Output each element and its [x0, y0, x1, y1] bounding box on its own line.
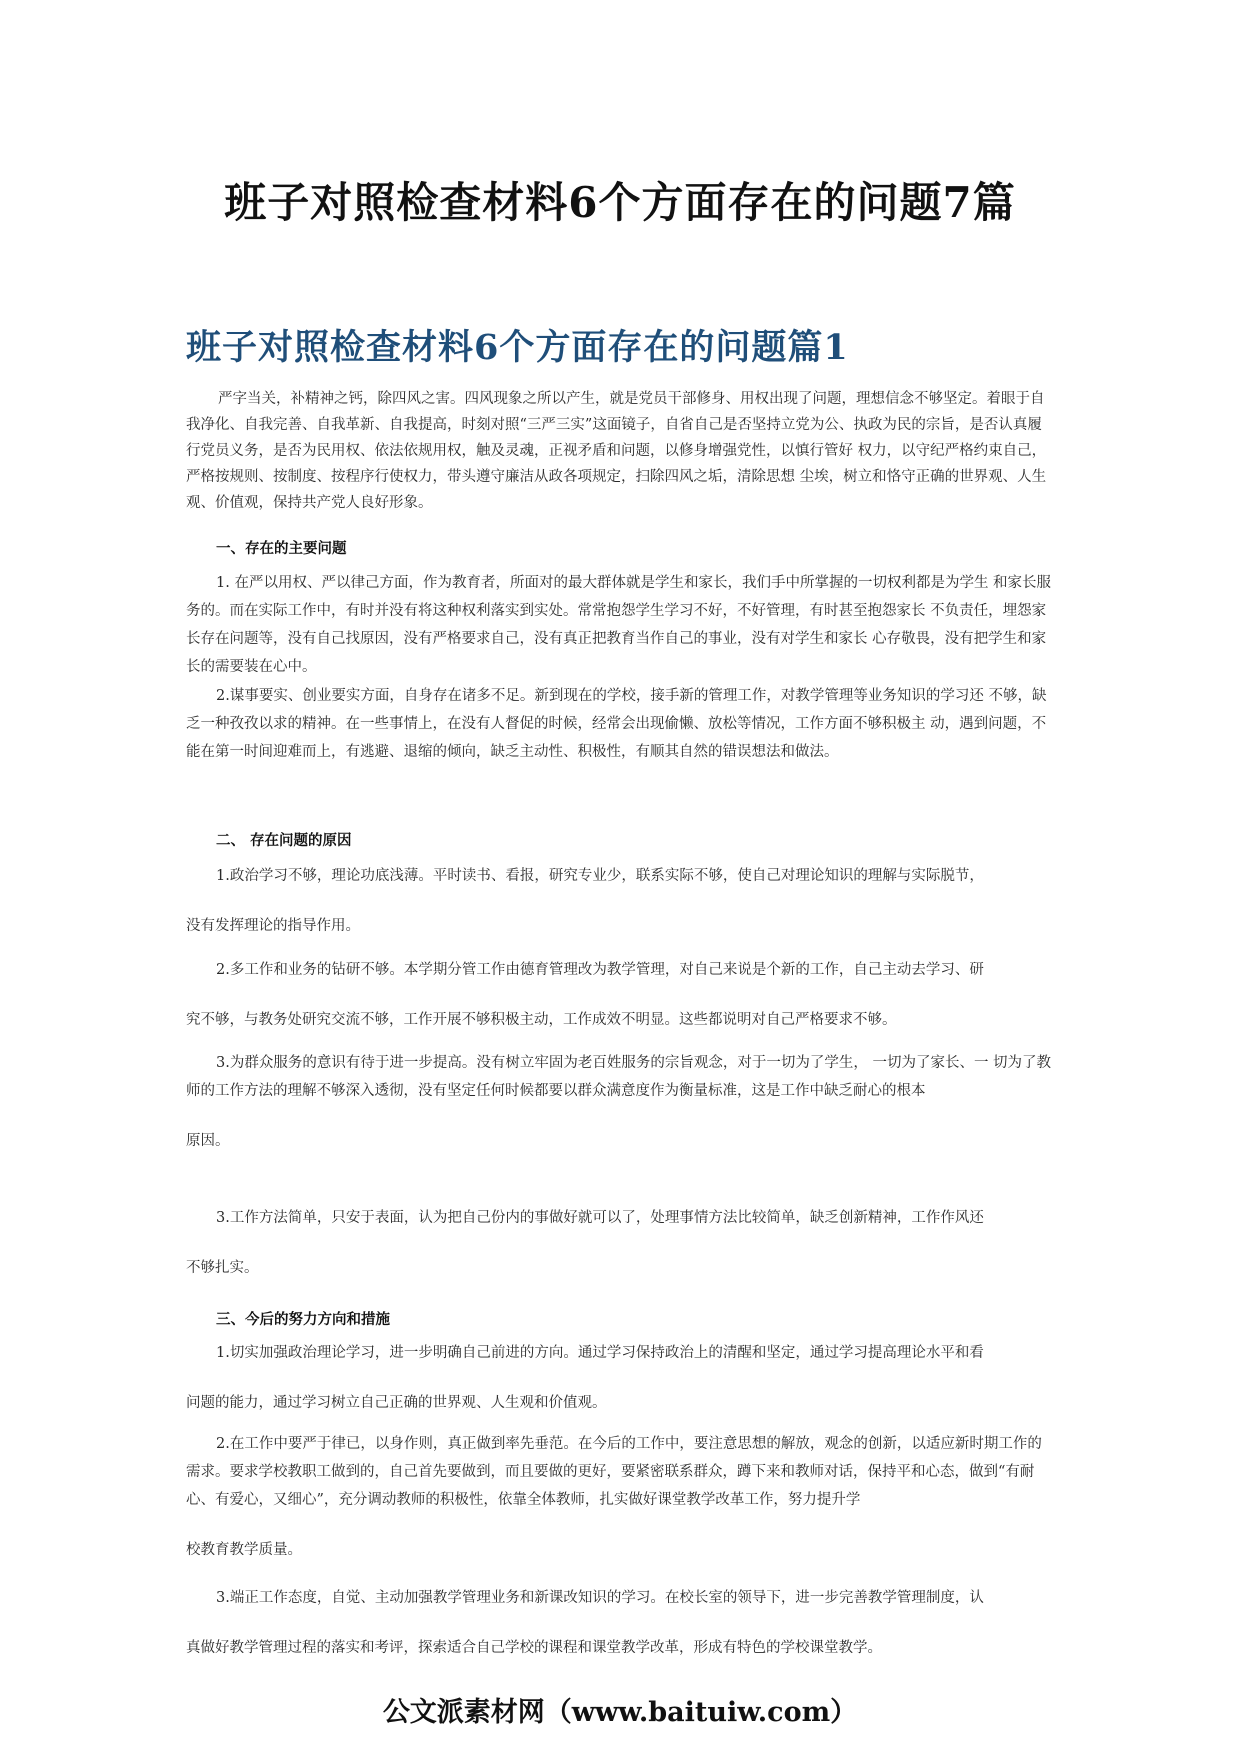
- measure-item-2-continuation: 校教育教学质量。: [186, 1542, 302, 1558]
- problem-item-1: 1. 在严以用权、严以律己方面，作为教育者，所面对的最大群体就是学生和家长，我们手中所掌握的一切权利都是为学生 和家长服务的。而在实际工作中，有时并没有将这种权利落实到实处。常常抱怨学生学习不好，不好管理，有时甚至抱怨家长 不负责任，埋怨家长存在问题等，没有自己找原因，没有严格要求自己，没有真正把教育当作自己的事业，没有对学生和家长 心存敬畏，没有把学生和家长的需要装在心中。: [186, 575, 1052, 675]
- document-main-title: 班子对照检查材料6个方面存在的问题7篇: [224, 178, 1016, 227]
- measure-item-1-first-line: 1.切实加强政治理论学习，进一步明确自己前进的方向。通过学习保持政治上的清醒和坚定，通过学习提高理论水平和看: [216, 1345, 984, 1361]
- document-sub-title: 班子对照检查材料6个方面存在的问题篇1: [186, 327, 849, 368]
- footer-watermark: 公文派素材网（www.baituiw.com）: [382, 1697, 858, 1728]
- section-heading-measures: 三、今后的努力方向和措施: [216, 1312, 390, 1328]
- cause-item-3: [186, 1049, 1054, 1155]
- measure-item-2: [186, 1430, 1054, 1564]
- cause-item-3-first-lines: 3.为群众服务的意识有待于进一步提高。没有树立牢固为老百姓服务的宗旨观念，对于一切为了学生， 一切为了家长、一 切为了教师的工作方法的理解不够深入透彻，没有坚定任何时候都要以群众满意度作为衡量标准，这是工作中缺乏耐心的根本: [186, 1055, 1052, 1099]
- cause-item-1-first-line: 1.政治学习不够，理论功底浅薄。平时读书、看报，研究专业少，联系实际不够，使自己对理论知识的理解与实际脱节，: [216, 868, 984, 884]
- measure-item-1: [186, 1339, 1054, 1417]
- cause-item-4-continuation: 不够扎实。: [186, 1260, 259, 1276]
- measure-item-3-first-line: 3.端正工作态度，自觉、主动加强教学管理业务和新课改知识的学习。在校长室的领导下，进一步完善教学管理制度，认: [216, 1590, 984, 1606]
- cause-item-4-first-line: 3.工作方法简单，只安于表面，认为把自己份内的事做好就可以了，处理事情方法比较简单，缺乏创新精神，工作作风还: [216, 1210, 984, 1226]
- measure-item-2-first-lines: 2.在工作中要严于律已，以身作则，真正做到率先垂范。在今后的工作中，要注意思想的解放，观念的创新，以适应新时期工作的需求。要求学校教职工做到的，自己首先要做到，而且要做的更好，要紧密联系群众，蹲下来和教师对话，保持平和心态，做到“有耐心、有爱心，又细心”，充分调动教师的积极性，依靠全体教师，扎实做好课堂教学改革工作，努力提升学: [186, 1436, 1042, 1508]
- cause-item-1-continuation: 没有发挥理论的指导作用。: [186, 918, 360, 934]
- problem-item-2: 2.谋事要实、创业要实方面，自身存在诸多不足。新到现在的学校，接手新的管理工作，对教学管理等业务知识的学习还 不够，缺乏一种孜孜以求的精神。在一些事情上，在没有人督促的时候，经常会出现偷懒、放松等情况，工作方面不够积极主 动，遇到问题，不能在第一时间迎难而上，有逃避、退缩的倾向，缺乏主动性、积极性，有顺其自然的错误想法和做法。: [186, 688, 1047, 760]
- measure-item-3-continuation: 真做好教学管理过程的落实和考评，探索适合自己学校的课程和课堂教学改革，形成有特色的学校课堂教学。: [186, 1640, 882, 1656]
- cause-item-2: [186, 956, 1054, 1034]
- cause-item-1: [186, 862, 1054, 940]
- measure-item-3: [186, 1584, 1054, 1662]
- cause-item-4: [186, 1204, 1054, 1282]
- cause-item-3-continuation: 原因。: [186, 1133, 230, 1149]
- cause-item-2-first-line: 2.多工作和业务的钻研不够。本学期分管工作由德育管理改为教学管理，对自己来说是个新的工作，自己主动去学习、研: [216, 962, 984, 978]
- measure-item-1-continuation: 问题的能力，通过学习树立自己正确的世界观、人生观和价值观。: [186, 1395, 607, 1411]
- intro-paragraph: 严字当关，补精神之钙，除四风之害。四风现象之所以产生，就是党员干部修身、用权出现了问题，理想信念不够坚定。着眼于自我净化、自我完善、自我革新、自我提高，时刻对照“三严三实”这面镜子，自省自己是否坚持立党为公、执政为民的宗旨，是否认真履行党员义务，是否为民用权、依法依规用权，触及灵魂，正视矛盾和问题，以修身增强党性，以慎行管好 权力，以守纪严格约束自己，严格按规则、按制度、按程序行使权力，带头遵守廉洁从政各项规定，扫除四风之垢，清除思想 尘埃，树立和恪守正确的世界观、人生观、价值观，保持共产党人良好形象。: [186, 391, 1047, 511]
- section-heading-main-problems: 一、存在的主要问题: [216, 541, 347, 557]
- section-heading-causes: 二、 存在问题的原因: [216, 833, 352, 849]
- cause-item-2-continuation: 究不够，与教务处研究交流不够，工作开展不够积极主动，工作成效不明显。这些都说明对自己严格要求不够。: [186, 1012, 897, 1028]
